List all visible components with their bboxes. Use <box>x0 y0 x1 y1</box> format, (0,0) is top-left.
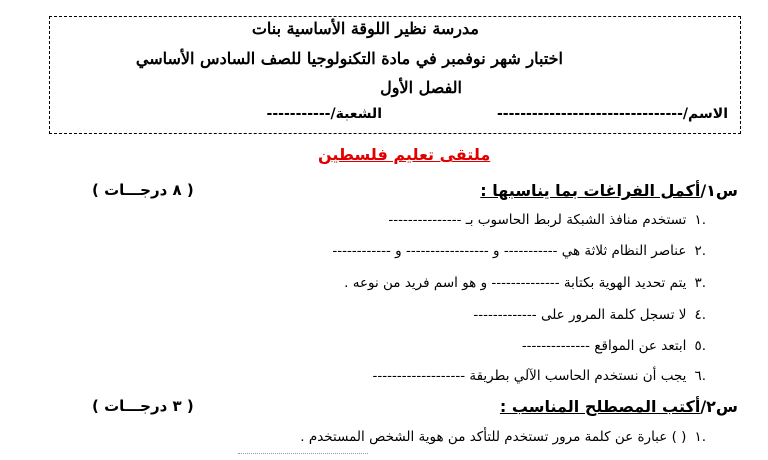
term-label: الفصل الأول <box>380 78 462 97</box>
item-text: تستخدم منافذ الشبكة لربط الحاسوب بـ --------------- <box>388 212 687 228</box>
item-number: .٤ <box>694 307 706 323</box>
name-field <box>497 106 728 122</box>
name-blank: -------------------------------- <box>496 106 683 122</box>
question-1-heading <box>480 181 738 200</box>
question-1-item <box>332 243 706 259</box>
question-1-marks: ( ٨ درجـــات ) <box>92 181 194 199</box>
question-1-item <box>344 275 706 291</box>
item-number: .١ <box>694 429 706 445</box>
item-number: .٦ <box>694 368 706 384</box>
item-text: لا تسجل كلمة المرور على ------------- <box>473 307 687 323</box>
item-text: ( ) عبارة عن كلمة مرور تستخدم للتأكد من هوية الشخص المستخدم . <box>300 429 687 445</box>
question-2-heading <box>500 397 738 416</box>
item-text: ابتعد عن المواقع -------------- <box>521 338 687 354</box>
name-label: الاسم/ <box>682 106 728 122</box>
item-number: .٣ <box>694 275 706 291</box>
exam-title: اختبار شهر نوفمبر في مادة التكنولوجيا للصف السادس الأساسي <box>135 49 563 68</box>
section-field <box>267 106 382 122</box>
item-text: يتم تحديد الهوية بكتابة -------------- و هو اسم فريد من نوعه . <box>344 275 687 291</box>
school-name: مدرسة نظير اللوقة الأساسية بنات <box>251 19 479 38</box>
question-2-title: أكتب المصطلح المناسب : <box>499 397 701 416</box>
question-1-title: أكمل الفراغات بما يناسبها : <box>480 181 701 200</box>
brand-banner: ملتقى تعليم فلسطين <box>318 145 491 164</box>
question-1-item <box>522 338 706 354</box>
question-2-item <box>300 429 706 445</box>
item-number: .٢ <box>694 243 706 259</box>
item-text: يجب أن نستخدم الحاسب الآلي بطريقة ------------------- <box>372 368 687 384</box>
item-number: .١ <box>694 212 706 228</box>
question-2-marks: ( ٣ درجـــات ) <box>92 397 194 415</box>
section-blank: ----------- <box>266 106 331 122</box>
item-number: .٥ <box>694 338 706 354</box>
section-label: الشعبة/ <box>330 106 382 122</box>
question-2-prefix: س٢/ <box>700 397 738 416</box>
question-1-prefix: س١/ <box>700 181 738 200</box>
question-1-item <box>473 307 706 323</box>
question-1-item <box>373 368 706 384</box>
item-text: عناصر النظام ثلاثة هي ----------- و ----------------- و ------------ <box>332 243 687 259</box>
question-1-item <box>388 212 706 228</box>
